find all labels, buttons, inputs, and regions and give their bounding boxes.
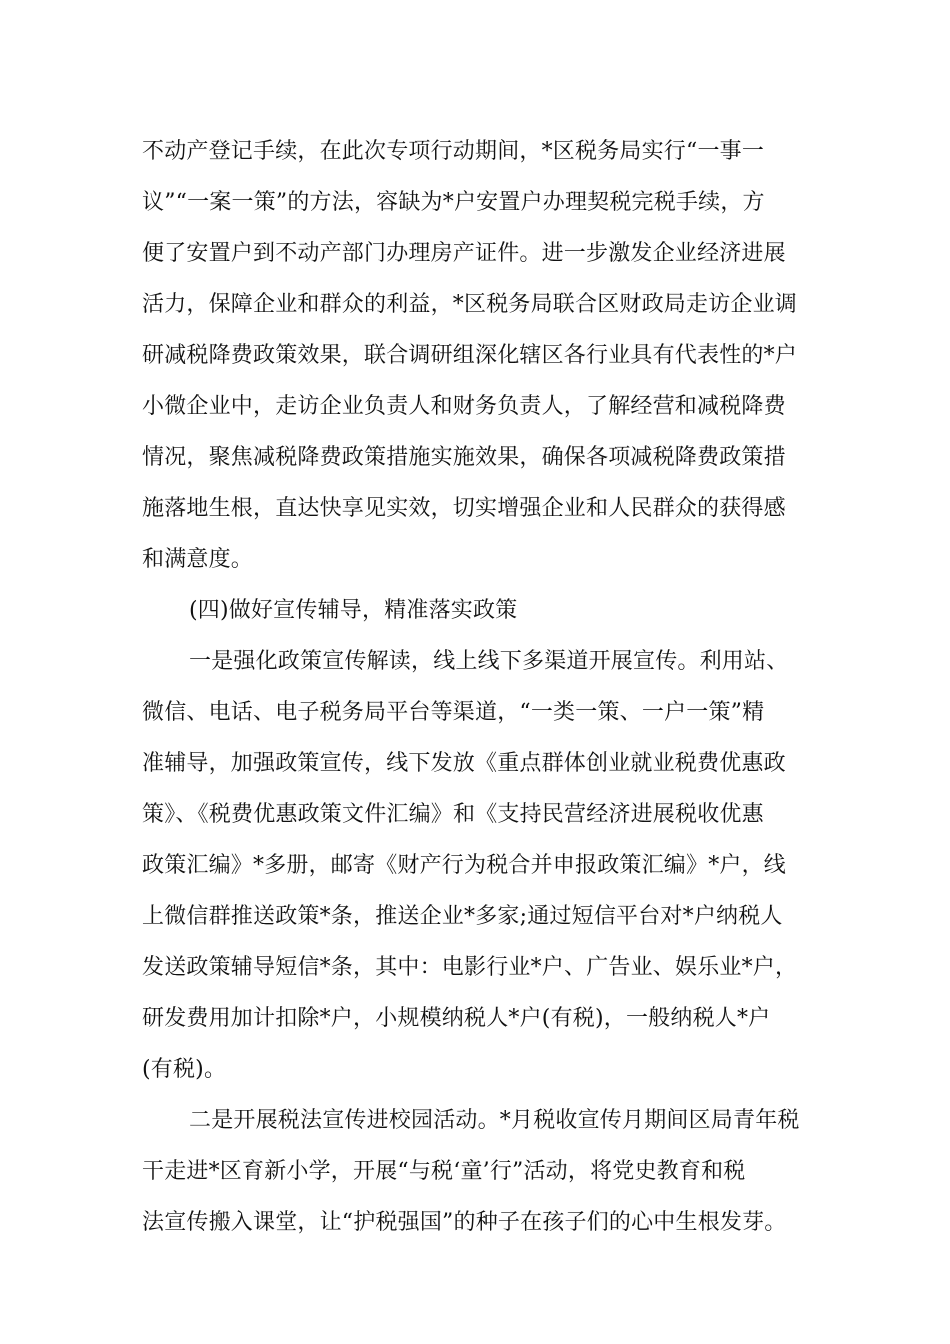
paragraph-line: 活力，保障企业和群众的利益，*区税务局联合区财政局走访企业调: [142, 292, 798, 317]
paragraph-line: 政策汇编》*多册，邮寄《财产行为税合并申报政策汇编》*户，线: [142, 853, 787, 878]
paragraph-line: 和满意度。: [142, 547, 254, 572]
paragraph-line: 研发费用加计扣除*户，小规模纳税人*户(有税)，一般纳税人*户: [142, 1006, 771, 1031]
paragraph-line: 发送政策辅导短信*条，其中：电影行业*户、广告业、娱乐业*户，: [142, 955, 798, 980]
paragraph-line: 微信、电话、电子税务局平台等渠道，“一类一策、一户一策”精: [142, 700, 765, 725]
section-heading: (四)做好宣传辅导，精准落实政策: [189, 598, 518, 623]
paragraph-line: 准辅导，加强政策宣传，线下发放《重点群体创业就业税费优惠政: [142, 751, 786, 776]
paragraph-line: 便了安置户到不动产部门办理房产证件。进一步激发企业经济进展: [142, 241, 786, 266]
paragraph-line: 研减税降费政策效果，联合调研组深化辖区各行业具有代表性的*户: [142, 343, 798, 368]
paragraph-line: 一是强化政策宣传解读，线上线下多渠道开展宣传。利用站、: [189, 649, 789, 674]
paragraph-line: 策》、《税费优惠政策文件汇编》和《支持民营经济进展税收优惠: [142, 802, 764, 827]
paragraph-line: 二是开展税法宣传进校园活动。*月税收宣传月期间区局青年税: [189, 1108, 800, 1133]
paragraph-line: (有税)。: [142, 1057, 227, 1082]
paragraph-line: 不动产登记手续，在此次专项行动期间，*区税务局实行“一事一: [142, 139, 765, 164]
paragraph-line: 干走进*区育新小学，开展“与税‘童’行”活动，将党史教育和税: [142, 1159, 746, 1184]
paragraph-line: 情况，聚焦减税降费政策措施实施效果，确保各项减税降费政策措: [142, 445, 786, 470]
paragraph-line: 法宣传搬入课堂，让“护税强国”的种子在孩子们的心中生根发芽。: [142, 1210, 787, 1235]
paragraph-line: 议”“一案一策”的方法，容缺为*户安置户办理契税完税手续，方: [142, 190, 765, 215]
paragraph-line: 施落地生根，直达快享见实效，切实增强企业和人民群众的获得感: [142, 496, 786, 521]
paragraph-line: 上微信群推送政策*条，推送企业*多家;通过短信平台对*户纳税人: [142, 904, 783, 929]
paragraph-line: 小微企业中，走访企业负责人和财务负责人，了解经营和减税降费: [142, 394, 786, 419]
